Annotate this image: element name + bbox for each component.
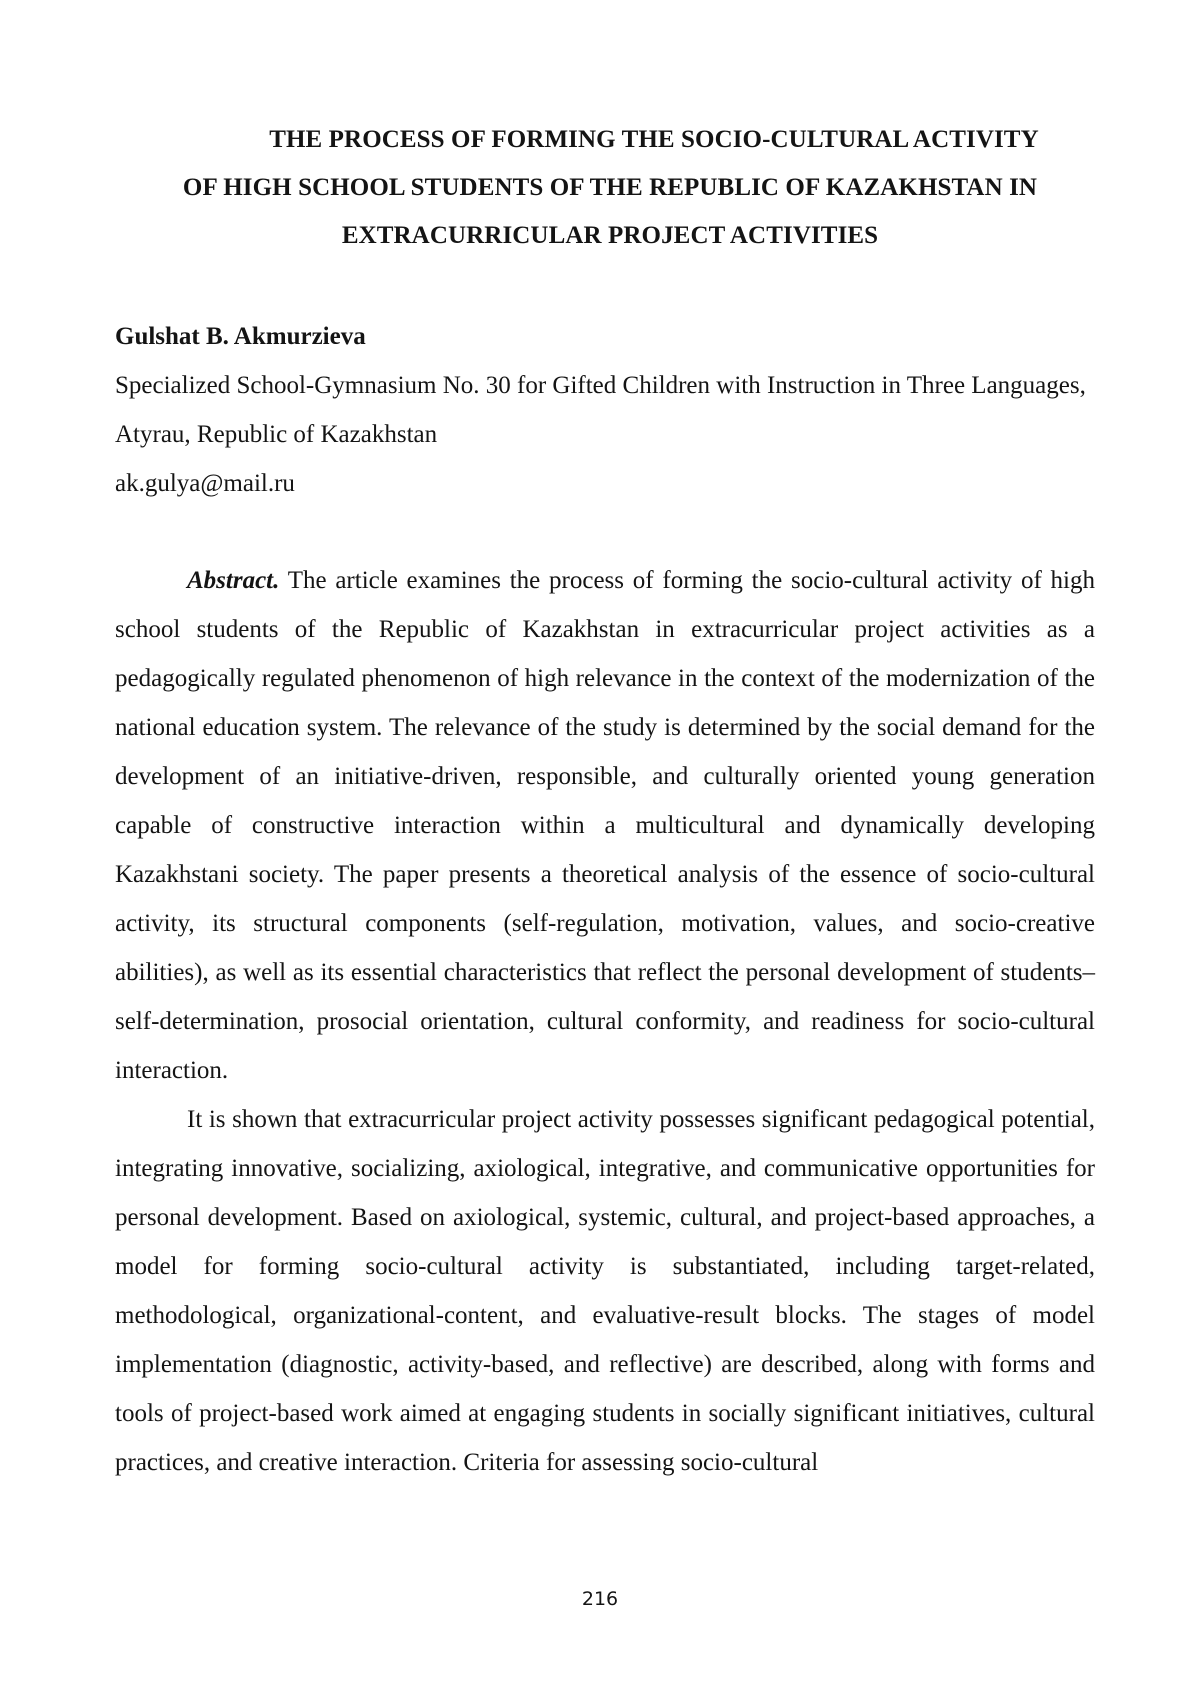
page-number: 216 (581, 1588, 619, 1610)
abstract-paragraph-2: It is shown that extracurricular project activity possesses significant pedagogical potential, integrating innovative, socializing, axiological, integrative, and communicative opportunities for personal development. Based on axiological, systemic, cultural, and project-based approaches, a model for forming socio-cultural activity is substantiated, including target-related, methodological, organizational-content, and evaluative-result blocks. The stages of model implementation (diagnostic, activity-based, and reflective) are described, along with forms and tools of project-based work aimed at engaging students in socially significant initiatives, cultural practices, and creative interaction. Criteria for assessing socio-cultural (115, 1106, 1095, 1476)
author-affiliation: Specialized School-Gymnasium No. 30 for Gifted Children with Instruction in Three Languages, Atyrau, Republic of Kazakhstan (115, 372, 1086, 448)
abstract-paragraph-1-text: The article examines the process of forming the socio-cultural activity of high school students of the Republic of Kazakhstan in extracurricular project activities as a pedagogically regulated phenomenon of high relevance in the context of the modernization of the national education system. The relevance of the study is determined by the social demand for the development of an initiative-driven, responsible, and culturally oriented young generation capable of constructive interaction within a multicultural and dynamically developing Kazakhstani society. The paper presents a theoretical analysis of the essence of socio-cultural activity, its structural components (self-regulation, motivation, values, and socio-creative abilities), as well as its essential characteristics that reflect the personal development of students–self-determination, prosocial orientation, cultural conformity, and readiness for socio-cultural interaction. (115, 567, 1095, 1084)
abstract-section (115, 556, 1095, 1487)
author-block (115, 312, 1095, 508)
abstract-label: Abstract. (187, 567, 280, 594)
author-name: Gulshat B. Akmurzieva (115, 323, 366, 350)
abstract-paragraph-1 (115, 556, 1095, 1095)
author-email: ak.gulya@mail.ru (115, 470, 295, 497)
article-title (110, 116, 1110, 260)
title-line-2: OF HIGH SCHOOL STUDENTS OF THE REPUBLIC OF KAZAKHSTAN IN (182, 174, 1038, 201)
title-line-3: EXTRACURRICULAR PROJECT ACTIVITIES (341, 222, 879, 249)
title-line-1: THE PROCESS OF FORMING THE SOCIO-CULTURAL ACTIVITY (269, 126, 1039, 153)
